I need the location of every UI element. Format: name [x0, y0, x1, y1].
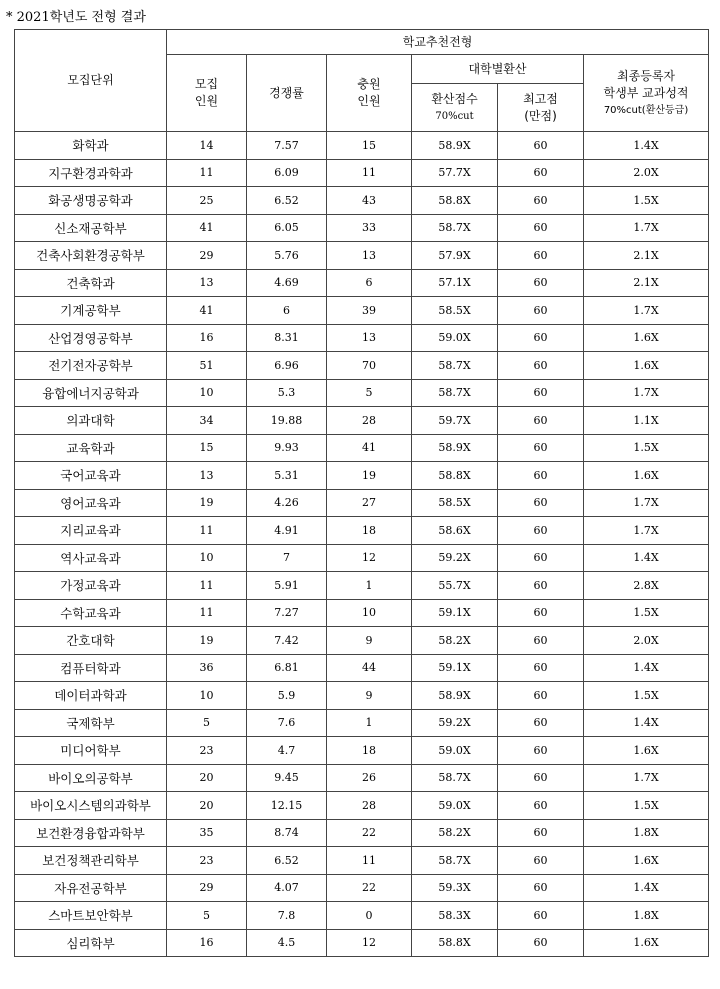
- final-grade-cell: 1.6X: [584, 352, 709, 380]
- unit-cell: 건축학과: [15, 269, 167, 297]
- conv-score-cell: 58.7X: [412, 352, 498, 380]
- filled-cell: 1: [327, 709, 412, 737]
- final-grade-cell: 1.7X: [584, 489, 709, 517]
- max-score-cell: 60: [498, 819, 584, 847]
- filled-cell: 15: [327, 132, 412, 160]
- competition-cell: 9.93: [247, 434, 327, 462]
- admission-results-table: [14, 29, 709, 957]
- conv-score-cell: 59.2X: [412, 544, 498, 572]
- competition-cell: 7.6: [247, 709, 327, 737]
- table-row: [15, 847, 709, 875]
- conv-score-cell: 58.9X: [412, 434, 498, 462]
- competition-cell: 6.09: [247, 159, 327, 187]
- recruit-cell: 34: [167, 407, 247, 435]
- recruit-cell: 11: [167, 517, 247, 545]
- competition-cell: 12.15: [247, 792, 327, 820]
- filled-cell: 9: [327, 627, 412, 655]
- header-final-line2: 학생부 교과성적: [603, 85, 689, 100]
- recruit-cell: 11: [167, 159, 247, 187]
- conv-score-cell: 59.3X: [412, 874, 498, 902]
- recruit-cell: 29: [167, 242, 247, 270]
- recruit-cell: 5: [167, 709, 247, 737]
- max-score-cell: 60: [498, 242, 584, 270]
- recruit-cell: 15: [167, 434, 247, 462]
- recruit-cell: 25: [167, 187, 247, 215]
- recruit-cell: 10: [167, 682, 247, 710]
- unit-cell: 국어교육과: [15, 462, 167, 490]
- competition-cell: 5.91: [247, 572, 327, 600]
- table-row: [15, 297, 709, 325]
- final-grade-cell: 1.4X: [584, 544, 709, 572]
- max-score-cell: 60: [498, 379, 584, 407]
- unit-cell: 영어교육과: [15, 489, 167, 517]
- unit-cell: 자유전공학부: [15, 874, 167, 902]
- recruit-cell: 11: [167, 599, 247, 627]
- header-recruit-line1: 모집: [194, 77, 219, 91]
- unit-cell: 수학교육과: [15, 599, 167, 627]
- unit-cell: 신소재공학부: [15, 214, 167, 242]
- final-grade-cell: 1.5X: [584, 187, 709, 215]
- final-grade-cell: 1.7X: [584, 297, 709, 325]
- max-score-cell: 60: [498, 269, 584, 297]
- recruit-cell: 29: [167, 874, 247, 902]
- final-grade-cell: 1.7X: [584, 517, 709, 545]
- recruit-cell: 36: [167, 654, 247, 682]
- table-row: [15, 929, 709, 957]
- competition-cell: 6.81: [247, 654, 327, 682]
- final-grade-cell: 2.0X: [584, 627, 709, 655]
- final-grade-cell: 2.0X: [584, 159, 709, 187]
- final-grade-cell: 1.5X: [584, 792, 709, 820]
- conv-score-cell: 57.1X: [412, 269, 498, 297]
- competition-cell: 5.76: [247, 242, 327, 270]
- table-row: [15, 434, 709, 462]
- header-filled-line1: 충원: [357, 77, 381, 91]
- table-row: [15, 214, 709, 242]
- table-row: [15, 764, 709, 792]
- max-score-cell: 60: [498, 407, 584, 435]
- conv-score-cell: 58.8X: [412, 187, 498, 215]
- recruit-cell: 20: [167, 764, 247, 792]
- competition-cell: 5.3: [247, 379, 327, 407]
- table-body: [15, 132, 709, 957]
- conv-score-cell: 55.7X: [412, 572, 498, 600]
- table-row: [15, 242, 709, 270]
- filled-cell: 11: [327, 847, 412, 875]
- unit-cell: 간호대학: [15, 627, 167, 655]
- max-score-cell: 60: [498, 627, 584, 655]
- unit-cell: 심리학부: [15, 929, 167, 957]
- unit-cell: 역사교육과: [15, 544, 167, 572]
- header-recruit-line2: 인원: [194, 94, 219, 108]
- table-row: [15, 379, 709, 407]
- unit-cell: 화공생명공학과: [15, 187, 167, 215]
- competition-cell: 7: [247, 544, 327, 572]
- unit-cell: 건축사회환경공학부: [15, 242, 167, 270]
- max-score-cell: 60: [498, 902, 584, 930]
- final-grade-cell: 1.5X: [584, 599, 709, 627]
- unit-cell: 미디어학부: [15, 737, 167, 765]
- competition-cell: 7.8: [247, 902, 327, 930]
- final-grade-cell: 1.7X: [584, 764, 709, 792]
- unit-cell: 국제학부: [15, 709, 167, 737]
- conv-score-cell: 58.3X: [412, 902, 498, 930]
- conv-score-cell: 58.6X: [412, 517, 498, 545]
- unit-cell: 지구환경과학과: [15, 159, 167, 187]
- filled-cell: 18: [327, 517, 412, 545]
- header-recruit: [167, 55, 247, 132]
- header-school-recommendation: 학교추천전형: [167, 30, 709, 55]
- header-conv-score: [412, 84, 498, 132]
- table-caption: * 2021학년도 전형 결과: [6, 10, 146, 25]
- conv-score-cell: 59.0X: [412, 324, 498, 352]
- table-row: [15, 902, 709, 930]
- table-row: [15, 544, 709, 572]
- unit-cell: 지리교육과: [15, 517, 167, 545]
- max-score-cell: 60: [498, 214, 584, 242]
- conv-score-cell: 59.1X: [412, 599, 498, 627]
- header-competition: 경쟁률: [247, 55, 327, 132]
- conv-score-cell: 58.7X: [412, 764, 498, 792]
- unit-cell: 스마트보안학부: [15, 902, 167, 930]
- competition-cell: 6.52: [247, 847, 327, 875]
- final-grade-cell: 2.8X: [584, 572, 709, 600]
- competition-cell: 5.31: [247, 462, 327, 490]
- table-row: [15, 627, 709, 655]
- conv-score-cell: 59.1X: [412, 654, 498, 682]
- max-score-cell: 60: [498, 187, 584, 215]
- conv-score-cell: 58.8X: [412, 929, 498, 957]
- header-univ-conversion: 대학별환산: [412, 55, 584, 84]
- final-grade-cell: 1.8X: [584, 819, 709, 847]
- header-conv-score-line1: 환산점수: [431, 91, 478, 106]
- max-score-cell: 60: [498, 434, 584, 462]
- table-row: [15, 572, 709, 600]
- unit-cell: 교육학과: [15, 434, 167, 462]
- max-score-cell: 60: [498, 709, 584, 737]
- final-grade-cell: 1.5X: [584, 682, 709, 710]
- max-score-cell: 60: [498, 929, 584, 957]
- unit-cell: 기계공학부: [15, 297, 167, 325]
- recruit-cell: 16: [167, 324, 247, 352]
- table-row: [15, 324, 709, 352]
- max-score-cell: 60: [498, 324, 584, 352]
- filled-cell: 41: [327, 434, 412, 462]
- table-row: [15, 352, 709, 380]
- competition-cell: 6.52: [247, 187, 327, 215]
- conv-score-cell: 58.7X: [412, 847, 498, 875]
- header-max-line2: (만점): [524, 108, 557, 123]
- filled-cell: 18: [327, 737, 412, 765]
- header-unit: 모집단위: [15, 30, 167, 132]
- table-row: [15, 517, 709, 545]
- header-final-line1: 최종등록자: [617, 68, 676, 83]
- unit-cell: 전기전자공학부: [15, 352, 167, 380]
- table-row: [15, 159, 709, 187]
- filled-cell: 44: [327, 654, 412, 682]
- unit-cell: 데이터과학과: [15, 682, 167, 710]
- filled-cell: 11: [327, 159, 412, 187]
- unit-cell: 의과대학: [15, 407, 167, 435]
- unit-cell: 가정교육과: [15, 572, 167, 600]
- max-score-cell: 60: [498, 297, 584, 325]
- table-row: [15, 682, 709, 710]
- recruit-cell: 23: [167, 737, 247, 765]
- table-row: [15, 737, 709, 765]
- filled-cell: 10: [327, 599, 412, 627]
- competition-cell: 6.05: [247, 214, 327, 242]
- unit-cell: 융합에너지공학과: [15, 379, 167, 407]
- conv-score-cell: 59.7X: [412, 407, 498, 435]
- max-score-cell: 60: [498, 572, 584, 600]
- recruit-cell: 23: [167, 847, 247, 875]
- unit-cell: 바이오의공학부: [15, 764, 167, 792]
- max-score-cell: 60: [498, 764, 584, 792]
- filled-cell: 22: [327, 874, 412, 902]
- conv-score-cell: 59.2X: [412, 709, 498, 737]
- max-score-cell: 60: [498, 599, 584, 627]
- conv-score-cell: 58.5X: [412, 297, 498, 325]
- conv-score-cell: 58.9X: [412, 682, 498, 710]
- table-row: [15, 132, 709, 160]
- filled-cell: 22: [327, 819, 412, 847]
- unit-cell: 바이오시스템의과학부: [15, 792, 167, 820]
- filled-cell: 26: [327, 764, 412, 792]
- max-score-cell: 60: [498, 737, 584, 765]
- max-score-cell: 60: [498, 847, 584, 875]
- final-grade-cell: 1.4X: [584, 654, 709, 682]
- max-score-cell: 60: [498, 352, 584, 380]
- filled-cell: 28: [327, 792, 412, 820]
- filled-cell: 5: [327, 379, 412, 407]
- competition-cell: 4.7: [247, 737, 327, 765]
- recruit-cell: 5: [167, 902, 247, 930]
- recruit-cell: 41: [167, 297, 247, 325]
- max-score-cell: 60: [498, 132, 584, 160]
- final-grade-cell: 1.8X: [584, 902, 709, 930]
- table-row: [15, 654, 709, 682]
- filled-cell: 27: [327, 489, 412, 517]
- competition-cell: 7.42: [247, 627, 327, 655]
- recruit-cell: 13: [167, 462, 247, 490]
- final-grade-cell: 1.7X: [584, 214, 709, 242]
- table-row: [15, 819, 709, 847]
- recruit-cell: 16: [167, 929, 247, 957]
- conv-score-cell: 58.7X: [412, 379, 498, 407]
- final-grade-cell: 2.1X: [584, 242, 709, 270]
- max-score-cell: 60: [498, 517, 584, 545]
- header-max-score: [498, 84, 584, 132]
- competition-cell: 7.27: [247, 599, 327, 627]
- recruit-cell: 35: [167, 819, 247, 847]
- final-grade-cell: 1.7X: [584, 379, 709, 407]
- table-row: [15, 489, 709, 517]
- filled-cell: 19: [327, 462, 412, 490]
- filled-cell: 13: [327, 324, 412, 352]
- conv-score-cell: 57.9X: [412, 242, 498, 270]
- table-row: [15, 874, 709, 902]
- recruit-cell: 14: [167, 132, 247, 160]
- conv-score-cell: 58.2X: [412, 819, 498, 847]
- final-grade-cell: 1.4X: [584, 132, 709, 160]
- max-score-cell: 60: [498, 682, 584, 710]
- max-score-cell: 60: [498, 874, 584, 902]
- recruit-cell: 19: [167, 627, 247, 655]
- max-score-cell: 60: [498, 159, 584, 187]
- table-row: [15, 792, 709, 820]
- conv-score-cell: 58.8X: [412, 462, 498, 490]
- recruit-cell: 10: [167, 379, 247, 407]
- filled-cell: 43: [327, 187, 412, 215]
- max-score-cell: 60: [498, 462, 584, 490]
- competition-cell: 4.5: [247, 929, 327, 957]
- conv-score-cell: 58.9X: [412, 132, 498, 160]
- unit-cell: 화학과: [15, 132, 167, 160]
- conv-score-cell: 59.0X: [412, 737, 498, 765]
- header-final-line3: 70%cut(환산등급): [603, 104, 689, 116]
- conv-score-cell: 58.5X: [412, 489, 498, 517]
- unit-cell: 보건환경융합과학부: [15, 819, 167, 847]
- recruit-cell: 13: [167, 269, 247, 297]
- competition-cell: 7.57: [247, 132, 327, 160]
- max-score-cell: 60: [498, 544, 584, 572]
- final-grade-cell: 1.6X: [584, 847, 709, 875]
- header-filled: [327, 55, 412, 132]
- conv-score-cell: 58.2X: [412, 627, 498, 655]
- header-final-registrant: [584, 55, 709, 132]
- conv-score-cell: 59.0X: [412, 792, 498, 820]
- competition-cell: 6: [247, 297, 327, 325]
- table-row: [15, 407, 709, 435]
- final-grade-cell: 1.1X: [584, 407, 709, 435]
- filled-cell: 28: [327, 407, 412, 435]
- filled-cell: 0: [327, 902, 412, 930]
- table-row: [15, 462, 709, 490]
- filled-cell: 6: [327, 269, 412, 297]
- filled-cell: 33: [327, 214, 412, 242]
- max-score-cell: 60: [498, 654, 584, 682]
- competition-cell: 19.88: [247, 407, 327, 435]
- competition-cell: 8.31: [247, 324, 327, 352]
- unit-cell: 컴퓨터학과: [15, 654, 167, 682]
- final-grade-cell: 1.6X: [584, 737, 709, 765]
- conv-score-cell: 58.7X: [412, 214, 498, 242]
- competition-cell: 5.9: [247, 682, 327, 710]
- competition-cell: 6.96: [247, 352, 327, 380]
- conv-score-cell: 57.7X: [412, 159, 498, 187]
- table-row: [15, 599, 709, 627]
- final-grade-cell: 1.4X: [584, 874, 709, 902]
- table-row: [15, 709, 709, 737]
- filled-cell: 1: [327, 572, 412, 600]
- final-grade-cell: 1.4X: [584, 709, 709, 737]
- header-filled-line2: 인원: [357, 94, 381, 108]
- competition-cell: 9.45: [247, 764, 327, 792]
- recruit-cell: 51: [167, 352, 247, 380]
- max-score-cell: 60: [498, 792, 584, 820]
- recruit-cell: 19: [167, 489, 247, 517]
- unit-cell: 산업경영공학부: [15, 324, 167, 352]
- filled-cell: 12: [327, 929, 412, 957]
- recruit-cell: 20: [167, 792, 247, 820]
- filled-cell: 39: [327, 297, 412, 325]
- unit-cell: 보건정책관리학부: [15, 847, 167, 875]
- recruit-cell: 41: [167, 214, 247, 242]
- filled-cell: 9: [327, 682, 412, 710]
- competition-cell: 4.26: [247, 489, 327, 517]
- recruit-cell: 11: [167, 572, 247, 600]
- competition-cell: 8.74: [247, 819, 327, 847]
- table-row: [15, 187, 709, 215]
- final-grade-cell: 1.6X: [584, 929, 709, 957]
- final-grade-cell: 1.5X: [584, 434, 709, 462]
- final-grade-cell: 1.6X: [584, 462, 709, 490]
- filled-cell: 13: [327, 242, 412, 270]
- filled-cell: 12: [327, 544, 412, 572]
- filled-cell: 70: [327, 352, 412, 380]
- recruit-cell: 10: [167, 544, 247, 572]
- table-row: [15, 269, 709, 297]
- header-conv-score-line2: 70%cut: [435, 110, 474, 122]
- competition-cell: 4.91: [247, 517, 327, 545]
- competition-cell: 4.07: [247, 874, 327, 902]
- header-max-line1: 최고점: [523, 91, 558, 106]
- competition-cell: 4.69: [247, 269, 327, 297]
- final-grade-cell: 1.6X: [584, 324, 709, 352]
- max-score-cell: 60: [498, 489, 584, 517]
- final-grade-cell: 2.1X: [584, 269, 709, 297]
